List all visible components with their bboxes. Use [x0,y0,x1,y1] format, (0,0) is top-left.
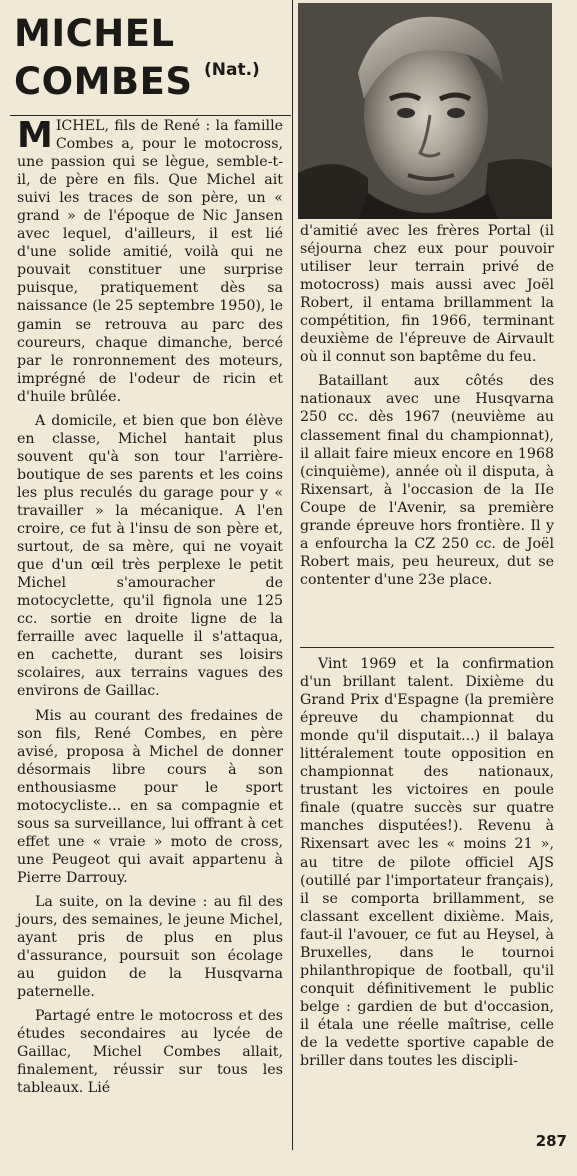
title-first-name: MICHEL [14,12,175,55]
paragraph-8: Vint 1969 et la confirmation d'un brillant talent. Dixième du Grand Prix d'Espagne (la première épreuve du championnat du monde qu'il disputait...) il balaya littéralement toute opposition en championnat des nationaux, trustant les victoires en poule finale (quatre succès sur quatre manches disputées!). Revenu à Rixensart avec les « moins 21 », au titre de pilote officiel AJS (outillé par l'importateur français), il se comporta brillamment, se classant excellent dixième. Mais, faut-il l'avouer, ce fut au Heysel, à Bruxelles, dans le tournoi philanthropique de football, qu'il conquit définitivement le public belge : gardien de but d'occasion, il étala une réelle maîtrise, celle de la vedette sportive capable de briller dans toutes les discipli- [300,656,554,1070]
portrait-photo-icon [298,3,552,219]
column-divider [292,0,293,1150]
section-separator [300,647,554,648]
paragraph-2: A domicile, et bien que bon élève en classe, Michel hantait plus souvent qu'à son tour l'arrière-boutique de ses parents et les coins les plus reculés du garage pour y « travailler » la mécanique. A l'en croire, ce fut à l'insu de son père et, surtout, de sa mère, qui ne voyait que d'un œil très perplexe le petit Michel s'amouracher de motocyclette, qu'il fignola une 125 cc. sortie en droite ligne de la ferraille avec laquelle il s'attaqua, en cachette, durant ses loisirs scolaires, aux terrains vagues des environs de Gaillac. [17,412,283,700]
page-number: 287 [535,1132,567,1150]
paragraph-1-text: ICHEL, fils de René : la famille Combes a, pour le motocross, une passion qui se lègue, semble-t-il, de père en fils. Que Michel ait suivi les traces de son père, un « grand » de l'époque de Nic Jansen avec lequel, d'ailleurs, il est lié d'une solide amitié, voilà qui ne pouvait constituer une surprise puisque, pratiquement dès sa naissance (le 25 septembre 1950), le gamin se retrouva au parc des coureurs, chaque dimanche, bercé par le ronronnement des moteurs, imprégné de l'odeur de ricin et d'huile brûlée. [17,118,283,405]
article-header [14,10,284,120]
paragraph-1 [17,117,283,406]
paragraph-5: Partagé entre le motocross et des études secondaires au lycée de Gaillac, Michel Combes allait, finalement, réussir sur tous les tableaux. Lié [17,1008,283,1097]
column-right-bottom [300,655,554,1076]
drop-cap: M [17,115,53,156]
nationality-label: (Nat.) [204,60,260,80]
paragraph-3: Mis au courant des fredaines de son fils, René Combes, en père avisé, proposa à Michel de donner désormais libre cours à son enthousiasme pour le sport motocycliste... en sa compagnie et sous sa surveillance, lui offrant à cet effet une « vraie » moto de cross, une Peugeot qui avait appartenu à Pierre Darrouy. [17,707,283,886]
column-right-top [300,222,554,595]
column-left [17,117,283,1103]
paragraph-7: Bataillant aux côtés des nationaux avec une Husqvarna 250 cc. dès 1967 (neuvième au classement final du championnat), il allait faire mieux encore en 1968 (cinquième), année où il disputa, à Rixensart, à l'occasion de la IIe Coupe de l'Avenir, sa première grande épreuve hors frontière. Il y a enfourcha la CZ 250 cc. de Joël Robert mais, peu heureux, dut se contenter d'une 23e place. [300,373,554,588]
title-last-name: COMBES [14,60,193,103]
paragraph-6: d'amitié avec les frères Portal (il séjourna chez eux pour pouvoir utiliser leur terrain privé de motocross) mais aussi avec Joël Robert, il entama brillamment la compétition, fin 1966, terminant deuxième de l'épreuve de Airvault où il connut son baptême du feu. [300,223,554,366]
portrait-photo [298,3,552,219]
paragraph-4: La suite, on la devine : au fil des jours, des semaines, le jeune Michel, ayant pris de plus en plus d'assurance, poursuit son écolage au guidon de la Husqvarna paternelle. [17,893,283,1001]
